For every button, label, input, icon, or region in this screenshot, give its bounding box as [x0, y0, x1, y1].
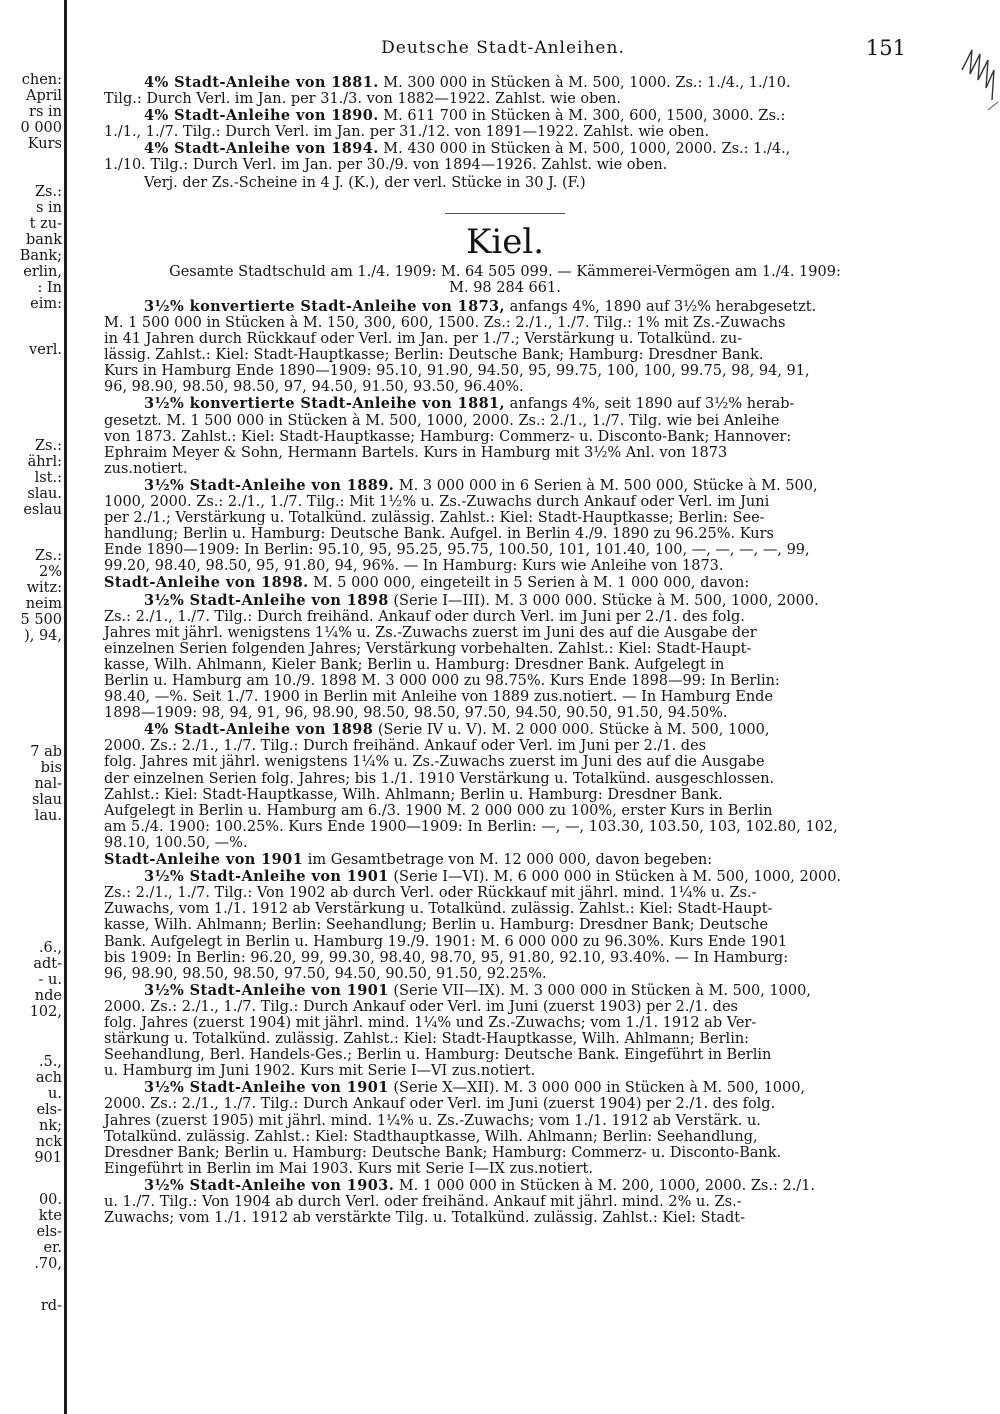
- running-title: Deutsche Stadt-Anleihen.: [381, 38, 625, 58]
- margin-fragment: nal-: [34, 776, 62, 792]
- entry-text: M. 300 000 in Stücken à M. 500, 1000. Zs.: 1./4., 1./10.: [378, 75, 791, 91]
- entry-line: [104, 1096, 906, 1112]
- entry-line: [104, 819, 906, 835]
- loan-title: 3½% konvertierte Stadt-Anleihe von 1873,: [144, 297, 505, 315]
- margin-fragment: ), 94,: [24, 628, 62, 644]
- entry-text: der einzelnen Serien folg. Jahres; bis 1./1. 1910 Verstärkung u. Totalkünd. ausgeschlossen.: [104, 770, 775, 787]
- margin-fragment-group: [0, 744, 62, 824]
- entry-text: per 2./1.; Verstärkung u. Totalkünd. zulässig. Zahlst.: Kiel: Stadt-Hauptkasse; Berlin: See-: [104, 510, 765, 527]
- margin-fragment: Kurs: [27, 136, 62, 152]
- entry-first-line: [104, 175, 906, 191]
- margin-fragment: eim:: [30, 296, 62, 312]
- entry-text: u. 1./7. Tilg.: Von 1904 ab durch Verl. oder freihänd. Ankauf mit jährl. mind. 2% u. Zs.-: [104, 1194, 742, 1210]
- entry-text: bis 1909: In Berlin: 96.20, 99, 99.30, 98.40, 98.70, 95, 91.80, 92.10, 93.40%. — In Hamburg:: [104, 949, 789, 966]
- entry-line: [104, 1145, 906, 1161]
- entry-line: [104, 1161, 906, 1177]
- entry-line: [104, 1015, 906, 1031]
- entry-line: [104, 379, 906, 395]
- entry-line: [104, 526, 906, 542]
- loan-title: 4% Stadt-Anleihe von 1890.: [144, 107, 379, 125]
- entry-first-line: [104, 75, 906, 91]
- entry-first-line: [104, 869, 906, 885]
- entry-line: [104, 673, 906, 689]
- entry-text: Zahlst.: Kiel: Stadt-Hauptkasse, Wilh. Ahlmann; Berlin u. Hamburg: Dresdner Bank.: [104, 786, 723, 803]
- margin-fragment-group: [0, 438, 62, 518]
- entry-line: [104, 445, 906, 461]
- margin-fragment-group: [0, 548, 62, 644]
- entry-first-line: [104, 108, 906, 124]
- entry-first-line: [104, 722, 906, 738]
- margin-fragment-group: [0, 1192, 62, 1272]
- margin-fragment: Zs.:: [34, 438, 62, 454]
- entry-text: handlung; Berlin u. Hamburg: Deutsche Bank. Aufgel. in Berlin 4./9. 1890 zu 96.25%. Kurs: [104, 526, 774, 543]
- loan-title: 4% Stadt-Anleihe von 1894.: [144, 140, 379, 158]
- entry-text: von 1873. Zahlst.: Kiel: Stadt-Hauptkasse; Hamburg: Commerz- u. Disconto-Bank; Hannover:: [104, 428, 792, 445]
- margin-fragment: 5 500: [20, 612, 62, 628]
- entry-first-line: [104, 593, 906, 609]
- entry-line: [104, 609, 906, 625]
- margin-fragment: nde: [34, 988, 62, 1004]
- entry-line: [104, 657, 906, 673]
- margin-fragment: 0 000: [20, 120, 62, 136]
- entry-text: Jahres (zuerst 1905) mit jährl. mind. 1¼% u. Zs.-Zuwachs; vom 1./1. 1912 ab Verstärk. u.: [104, 1112, 761, 1129]
- margin-fragment: .70,: [34, 1256, 62, 1272]
- entry-line: [104, 91, 906, 107]
- entry-line: [104, 1063, 906, 1079]
- margin-fragment: April: [26, 88, 62, 104]
- entry-first-line: [104, 575, 906, 591]
- margin-fragment: neim: [25, 596, 62, 612]
- margin-fragment: rs in: [29, 104, 62, 120]
- margin-fragment: witz:: [26, 580, 62, 596]
- entry-text: 2000. Zs.: 2./1., 1./7. Tilg.: Durch Ankauf oder Verl. im Juni (zuerst 1904) per 2./1. des folg.: [104, 1096, 776, 1113]
- margin-fragment: .6.,: [38, 940, 62, 956]
- entry-line: [104, 950, 906, 966]
- entry-line: [104, 934, 906, 950]
- entry-line: [104, 347, 906, 363]
- entry-text: (Serie VII—IX). M. 3 000 000 in Stücken à M. 500, 1000,: [388, 982, 811, 999]
- entry-text: 2000. Zs.: 2./1., 1./7. Tilg.: Durch Ankauf oder Verl. im Juni (zuerst 1903) per 2./1. des: [104, 998, 738, 1015]
- margin-fragment-group: [0, 184, 62, 312]
- entry-text: 1./1., 1./7. Tilg.: Durch Verl. im Jan. per 31./12. von 1891—1922. Zahlst. wie oben.: [104, 124, 710, 141]
- entry-text: zus.notiert.: [104, 460, 188, 477]
- loan-title: 3½% Stadt-Anleihe von 1901: [144, 981, 389, 999]
- margin-fragment: slau: [31, 792, 62, 808]
- entry-line: [104, 510, 906, 526]
- entry-text: in 41 Jahren durch Rückkauf oder Verl. im Jan. per 1./7.; Verstärkung u. Totalkünd. zu-: [104, 331, 743, 348]
- entry-text: 1./10. Tilg.: Durch Verl. im Jan. per 30./9. von 1894—1926. Zahlst. wie oben.: [104, 157, 668, 174]
- entry-text: Zuwachs, vom 1./1. 1912 ab Verstärkung u. Totalkünd. zulässig. Zahlst.: Kiel: Stadt-Haupt-: [104, 901, 773, 918]
- entry-text: (Serie X—XII). M. 3 000 000 in Stücken à M. 500, 1000,: [388, 1080, 806, 1097]
- loan-title: 3½% Stadt-Anleihe von 1901: [144, 1079, 389, 1097]
- entry-line: [104, 331, 906, 347]
- margin-fragment: ach: [35, 1070, 62, 1086]
- entry-text: Ephraim Meyer & Sohn, Hermann Bartels. Kurs in Hamburg mit 3½% Anl. von 1873: [104, 444, 728, 461]
- entry-text: Zs.: 2./1., 1./7. Tilg.: Von 1902 ab durch Verl. oder Rückkauf mit jährl. mind. 1¼% u. Zs.-: [104, 885, 757, 902]
- margin-fragment: .5.,: [38, 1054, 62, 1070]
- margin-fragment: erlin,: [23, 264, 62, 280]
- entry-text: stärkung u. Totalkünd. zulässig. Zahlst.: Kiel: Stadt-Hauptkasse, Wilh. Ahlmann; Berlin:: [104, 1031, 750, 1048]
- margin-scribble: [958, 40, 1000, 140]
- entry-line: [104, 771, 906, 787]
- entry-line: [104, 1210, 906, 1226]
- margin-fragment: lst.:: [34, 470, 62, 486]
- entry-text: M. 3 000 000 in 6 Serien à M. 500 000, Stücke à M. 500,: [394, 477, 818, 494]
- entry-line: [104, 413, 906, 429]
- entry-text: anfangs 4%, 1890 auf 3½% herabgesetzt.: [505, 298, 817, 315]
- kiel-loan-entries: [104, 299, 906, 1226]
- entry-text: anfangs 4%, seit 1890 auf 3½% herab-: [505, 396, 795, 413]
- entry-line: [104, 542, 906, 558]
- entry-line: [104, 315, 906, 331]
- entry-line: [104, 494, 906, 510]
- entry-line: [104, 558, 906, 574]
- margin-fragment: slau.: [27, 486, 62, 502]
- loan-title: 4% Stadt-Anleihe von 1881.: [144, 74, 379, 91]
- margin-fragment-group: [0, 72, 62, 152]
- entry-line: [104, 461, 906, 477]
- loan-title: Stadt-Anleihe von 1901: [104, 851, 304, 869]
- entry-first-line: [104, 141, 906, 157]
- margin-fragment: rd-: [40, 1298, 62, 1314]
- entry-text: im Gesamtbetrage von M. 12 000 000, davon begeben:: [303, 852, 713, 869]
- entry-text: folg. Jahres (zuerst 1904) mit jährl. mind. 1¼% und Zs.-Zuwachs; vom 1./1. 1912 ab Ver-: [104, 1014, 757, 1031]
- entry-text: 1898—1909: 98, 94, 91, 96, 98.90, 98.50, 98.50, 97.50, 94.50, 90.50, 91.50, 94.50%.: [104, 705, 728, 722]
- main-text-column: [104, 74, 906, 1226]
- entry-line: [104, 787, 906, 803]
- margin-fragment: 901: [34, 1150, 62, 1166]
- page-number: 151: [865, 36, 906, 60]
- loan-title: 3½% Stadt-Anleihe von 1898: [144, 591, 389, 609]
- entry-text: Aufgelegt in Berlin u. Hamburg am 6./3. 1900 M. 2 000 000 zu 100%, erster Kurs in Berlin: [104, 802, 773, 819]
- entry-text: Jahres mit jährl. wenigstens 1¼% u. Zs.-Zuwachs zuerst im Juni des auf die Ausgabe der: [104, 624, 757, 641]
- entry-line: [104, 1194, 906, 1210]
- city-summary: [104, 264, 906, 296]
- entry-line: [104, 124, 906, 140]
- entry-line: [104, 641, 906, 657]
- entry-text: Totalkünd. zulässig. Zahlst.: Kiel: Stadthauptkasse, Wilh. Ahlmann; Berlin: Seehandlung,: [104, 1128, 758, 1145]
- entry-text: 98.10, 100.50, —%.: [104, 834, 248, 851]
- margin-fragment: 102,: [29, 1004, 62, 1020]
- margin-fragment: : In: [37, 280, 62, 296]
- entry-first-line: [104, 396, 906, 412]
- margin-fragment: 7 ab: [30, 744, 62, 760]
- previous-city-entries: [104, 75, 906, 191]
- margin-fragment: lau.: [34, 808, 62, 824]
- entry-text: Eingeführt in Berlin im Mai 1903. Kurs mit Serie I—IX zus.notiert.: [104, 1160, 593, 1177]
- entry-text: 1000, 2000. Zs.: 2./1., 1./7. Tilg.: Mit 1½% u. Zs.-Zuwachs durch Ankauf oder Verl. im Juni: [104, 493, 770, 510]
- entry-text: folg. Jahres mit jährl. wenigstens 1¼% u. Zs.-Zuwachs zuerst im Juni des auf die Ausgabe: [104, 754, 765, 771]
- entry-text: gesetzt. M. 1 500 000 in Stücken à M. 500, 1000, 2000. Zs.: 2./1., 1./7. Tilg. wie bei Anleihe: [104, 412, 780, 429]
- loan-title: 3½% Stadt-Anleihe von 1889.: [144, 476, 395, 494]
- entry-line: [104, 999, 906, 1015]
- margin-fragment: er.: [43, 1240, 62, 1256]
- entry-line: [104, 1047, 906, 1063]
- loan-title: Stadt-Anleihe von 1898.: [104, 574, 309, 592]
- margin-fragment: Bank;: [19, 248, 62, 264]
- entry-line: [104, 835, 906, 851]
- margin-fragment: u.: [48, 1086, 62, 1102]
- entry-text: (Serie IV u. V). M. 2 000 000. Stücke à M. 500, 1000,: [373, 722, 770, 739]
- entry-text: Ende 1890—1909: In Berlin: 95.10, 95, 95.25, 95.75, 100.50, 101, 101.40, 100, —, —, —, —, 99,: [104, 542, 810, 559]
- margin-fragment: els-: [36, 1224, 62, 1240]
- entry-first-line: [104, 478, 906, 494]
- margin-fragment: nk;: [38, 1118, 62, 1134]
- margin-fragment: t zu-: [29, 216, 62, 232]
- entry-line: [104, 754, 906, 770]
- page-header: [100, 36, 906, 60]
- entry-text: Tilg.: Durch Verl. im Jan. per 31./3. von 1882—1922. Zahlst. wie oben.: [104, 91, 621, 108]
- margin-fragment: s in: [35, 200, 62, 216]
- loan-title: 4% Stadt-Anleihe von 1898: [144, 721, 374, 739]
- entry-text: Bank. Aufgelegt in Berlin u. Hamburg 19./9. 1901: M. 6 000 000 zu 96.30%. Kurs Ende 1901: [104, 933, 788, 950]
- margin-fragment: nck: [35, 1134, 62, 1150]
- summary-line: M. 98 284 661.: [449, 279, 561, 296]
- entry-text: kasse, Wilh. Ahlmann; Berlin: Seehandlung; Berlin u. Hamburg: Dresdner Bank; Deutsche: [104, 917, 769, 934]
- entry-text: 98.40, —%. Seit 1./7. 1900 in Berlin mit Anleihe von 1889 zus.notiert. — In Hamburg Ende: [104, 689, 774, 706]
- entry-line: [104, 885, 906, 901]
- margin-fragment: 00.: [38, 1192, 62, 1208]
- entry-first-line: [104, 983, 906, 999]
- margin-fragment: kte: [38, 1208, 62, 1224]
- entry-line: [104, 1129, 906, 1145]
- margin-fragment-group: [0, 1298, 62, 1314]
- entry-text: (Serie I—VI). M. 6 000 000 in Stücken à M. 500, 1000, 2000.: [388, 869, 842, 886]
- entry-text: am 5./4. 1900: 100.25%. Kurs Ende 1900—1909: In Berlin: —, —, 103.30, 103.50, 103, 102.80, 102,: [104, 818, 838, 835]
- entry-text: Berlin u. Hamburg am 10./9. 1898 M. 3 000 000 zu 98.75%. Kurs Ende 1898—99: In Berlin:: [104, 673, 780, 689]
- binding-edge: [64, 0, 67, 1414]
- entry-line: [104, 625, 906, 641]
- entry-text: Verj. der Zs.-Scheine in 4 J. (K.), der verl. Stücke in 30 J. (F.): [144, 174, 586, 191]
- entry-line: [104, 689, 906, 705]
- margin-fragment: 2%: [38, 564, 62, 580]
- entry-text: u. Hamburg im Juni 1902. Kurs mit Serie I—VI zus.notiert.: [104, 1063, 536, 1080]
- margin-fragment: eslau: [23, 502, 62, 518]
- entry-text: M. 1 000 000 in Stücken à M. 200, 1000, 2000. Zs.: 2./1.: [394, 1177, 816, 1194]
- summary-line: Gesamte Stadtschuld am 1./4. 1909: M. 64 505 099. — Kämmerei-Vermögen am 1./4. 1909:: [169, 263, 841, 280]
- loan-title: 3½% Stadt-Anleihe von 1901: [144, 868, 389, 886]
- entry-line: [104, 738, 906, 754]
- margin-fragment: Zs.:: [34, 548, 62, 564]
- entry-text: M. 611 700 in Stücken à M. 300, 600, 1500, 3000. Zs.:: [378, 108, 786, 125]
- entry-line: [104, 917, 906, 933]
- entry-line: [104, 901, 906, 917]
- entry-first-line: [104, 852, 906, 868]
- margin-fragment-group: [0, 940, 62, 1020]
- entry-line: [104, 705, 906, 721]
- entry-line: [104, 803, 906, 819]
- margin-fragment: adt-: [33, 956, 62, 972]
- entry-text: Zuwachs; vom 1./1. 1912 ab verstärkte Tilg. u. Totalkünd. zulässig. Zahlst.: Kiel: Stadt-: [104, 1210, 746, 1227]
- margin-fragment: chen:: [21, 72, 62, 88]
- entry-text: 96, 98.90, 98.50, 98.50, 97.50, 94.50, 90.50, 91.50, 92.25%.: [104, 965, 547, 982]
- entry-text: lässig. Zahlst.: Kiel: Stadt-Hauptkasse; Berlin: Deutsche Bank; Hamburg: Dresdner Bank.: [104, 347, 764, 364]
- entry-first-line: [104, 1080, 906, 1096]
- margin-fragment: - u.: [38, 972, 62, 988]
- margin-fragment: Zs.:: [34, 184, 62, 200]
- section-divider: [445, 213, 565, 214]
- entry-line: [104, 966, 906, 982]
- entry-text: Dresdner Bank; Berlin u. Hamburg: Deutsche Bank; Hamburg: Commerz- u. Disconto-Bank.: [104, 1144, 782, 1161]
- entry-text: (Serie I—III). M. 3 000 000. Stücke à M. 500, 1000, 2000.: [388, 592, 819, 609]
- margin-fragment: ährl:: [27, 454, 62, 470]
- entry-text: Zs.: 2./1., 1./7. Tilg.: Durch freihänd. Ankauf oder durch Verl. im Juni per 2./1. des folg.: [104, 608, 745, 625]
- entry-text: einzelnen Serien folgenden Jahres; Verstärkung vorbehalten. Zahlst.: Kiel: Stadt-Haupt-: [104, 640, 752, 657]
- margin-fragment: verl.: [29, 342, 62, 358]
- entry-line: [104, 1113, 906, 1129]
- entry-text: Kurs in Hamburg Ende 1890—1909: 95.10, 91.90, 94.50, 95, 99.75, 100, 100, 99.75, 98, 94, 91,: [104, 363, 810, 380]
- entry-text: kasse, Wilh. Ahlmann, Kieler Bank; Berlin u. Hamburg: Dresdner Bank. Aufgelegt in: [104, 656, 725, 673]
- margin-fragment: els-: [36, 1102, 62, 1118]
- entry-text: M. 5 000 000, eingeteilt in 5 Serien à M. 1 000 000, davon:: [308, 575, 750, 592]
- entry-first-line: [104, 299, 906, 315]
- city-heading: Kiel.: [465, 221, 545, 262]
- entry-line: [104, 363, 906, 379]
- entry-text: Seehandlung, Berl. Handels-Ges.; Berlin u. Hamburg: Deutsche Bank. Eingeführt in Berlin: [104, 1047, 772, 1064]
- entry-line: [104, 429, 906, 445]
- entry-line: [104, 157, 906, 173]
- entry-text: 96, 98.90, 98.50, 98.50, 97, 94.50, 91.50, 93.50, 96.40%.: [104, 379, 524, 396]
- entry-text: M. 1 500 000 in Stücken à M. 150, 300, 600, 1500. Zs.: 2./1., 1./7. Tilg.: 1% mit Zs.-Zuwachs: [104, 314, 786, 331]
- margin-fragment-group: [0, 342, 62, 358]
- margin-fragment: bank: [25, 232, 62, 248]
- entry-line: [104, 1031, 906, 1047]
- loan-title: 3½% konvertierte Stadt-Anleihe von 1881,: [144, 395, 505, 413]
- entry-text: M. 430 000 in Stücken à M. 500, 1000, 2000. Zs.: 1./4.,: [378, 141, 791, 158]
- margin-fragment-group: [0, 1054, 62, 1166]
- entry-text: 2000. Zs.: 2./1., 1./7. Tilg.: Durch freihänd. Ankauf oder Verl. im Juni per 2./1. des: [104, 738, 707, 755]
- entry-first-line: [104, 1178, 906, 1194]
- entry-text: 99.20, 98.40, 98.50, 95, 91.80, 94, 96%. — In Hamburg: Kurs wie Anleihe von 1873.: [104, 558, 724, 575]
- loan-title: 3½% Stadt-Anleihe von 1903.: [144, 1176, 395, 1194]
- margin-fragment: bis: [40, 760, 62, 776]
